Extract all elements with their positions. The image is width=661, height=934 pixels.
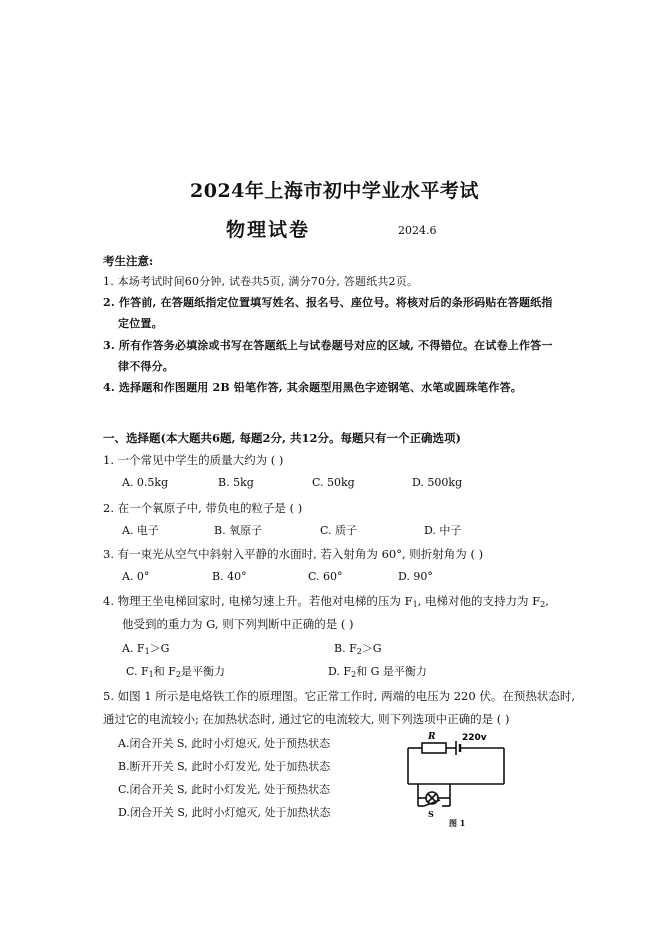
question-4-stem: 4. 物理王坐电梯回家时, 电梯匀速上升。若他对电梯的压为 $F_1$, 电梯对他的支持力为 $F_2$, <box>103 594 549 609</box>
exam-title: 2024年上海市初中学业水平考试 <box>190 180 479 202</box>
question-5-option-c: C.闭合开关 S, 此时小灯发光, 处于预热状态 <box>118 783 331 796</box>
question-5-stem: 5. 如图 1 所示是电烙铁工作的原理图。它正常工作时, 两端的电压为 220 伏。在预热状态时, <box>103 689 575 703</box>
question-3-option-c: C. 60° <box>308 570 343 583</box>
question-2-option-c: C. 质子 <box>320 524 358 537</box>
question-5-option-a: A.闭合开关 S, 此时小灯熄灭, 处于预热状态 <box>118 737 331 750</box>
question-2-option-b: B. 氧原子 <box>214 524 263 537</box>
question-1-option-a: A. 0.5kg <box>122 476 169 489</box>
question-5-stem-cont: 通过它的电流较小; 在加热状态时, 通过它的电流较大, 则下列选项中正确的是 ( ) <box>103 712 510 726</box>
question-4-option-c: C. $F_1$和 $F_2$是平衡力 <box>126 665 225 679</box>
question-3-option-d: D. 90° <box>398 570 433 583</box>
question-1-option-d: D. 500kg <box>412 476 463 489</box>
question-4-option-d: D. $F_2$和 G 是平衡力 <box>328 665 427 679</box>
figure-caption: 图 1 <box>449 818 466 828</box>
question-3-option-a: A. 0° <box>122 570 150 583</box>
switch-label: S <box>428 809 434 819</box>
resistor-label: R <box>428 732 436 742</box>
question-4-option-b: B. $F_2>G$ <box>334 642 382 656</box>
question-1-stem: 1. 一个常见中学生的质量大约为 ( ) <box>103 453 284 467</box>
exam-date: 2024.6 <box>398 224 437 237</box>
question-4-option-a: A. $F_1>G$ <box>122 642 170 656</box>
resistor-symbol <box>422 743 446 753</box>
paper-subtitle: 物理试卷 <box>226 219 311 241</box>
question-1-option-c: C. 50kg <box>312 476 355 489</box>
circuit-diagram <box>400 728 520 828</box>
question-2-option-d: D. 中子 <box>424 524 462 537</box>
question-3-stem: 3. 有一束光从空气中斜射入平静的水面时, 若入射角为 60°, 则折射角为 ( ) <box>103 547 484 561</box>
notice-heading: 考生注意: <box>103 254 154 268</box>
question-5-option-d: D.闭合开关 S, 此时小灯熄灭, 处于加热状态 <box>118 806 331 819</box>
notice-item-4: 4. 选择题和作图题用 2B 铅笔作答, 其余题型用黑色字迹钢笔、水笔或圆珠笔作答。 <box>103 381 522 394</box>
question-1-option-b: B. 5kg <box>218 476 254 489</box>
question-3-option-b: B. 40° <box>212 570 247 583</box>
question-4-stem-cont: 他受到的重力为 G, 则下列判断中正确的是 ( ) <box>122 617 354 631</box>
section-heading: 一、选择题(本大题共6题, 每题2分, 共12分。每题只有一个正确选项) <box>103 431 461 445</box>
notice-item-1: 1. 本场考试时间60分钟, 试卷共5页, 满分70分, 答题纸共2页。 <box>103 275 419 288</box>
notice-item-2: 2. 作答前, 在答题纸指定位置填写姓名、报名号、座位号。将核对后的条形码贴在答题纸指 <box>103 296 553 309</box>
question-2-stem: 2. 在一个氧原子中, 带负电的粒子是 ( ) <box>103 501 303 515</box>
voltage-label: 220v <box>462 733 487 743</box>
notice-item-3: 3. 所有作答务必填涂或书写在答题纸上与试卷题号对应的区域, 不得错位。在试卷上作答一 <box>103 339 553 352</box>
notice-item-3-cont: 律不得分。 <box>118 360 174 373</box>
notice-item-2-cont: 定位置。 <box>118 317 163 330</box>
question-2-option-a: A. 电子 <box>122 524 159 537</box>
question-5-option-b: B.断开开关 S, 此时小灯发光, 处于加热状态 <box>118 760 331 773</box>
